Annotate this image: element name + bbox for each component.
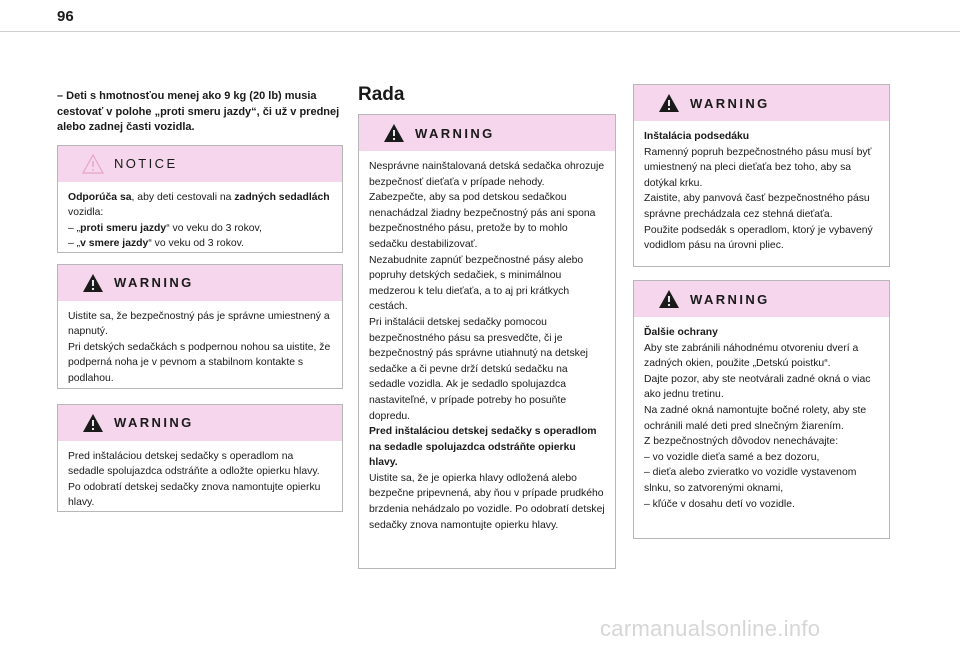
warning-4-title: WARNING bbox=[690, 95, 770, 111]
notice-line-2-post: “ vo veku do 3 rokov, bbox=[166, 222, 262, 234]
warning-box-4 bbox=[633, 84, 890, 267]
notice-text-2: vozidla: bbox=[68, 207, 104, 219]
notice-bold-1: Odporúča sa bbox=[68, 191, 132, 203]
warning-5-text-1: Aby ste zabránili náhodnému otvoreniu dverí a zadných okien, použite „Detskú poistku“. bbox=[644, 342, 859, 370]
warning-2-body bbox=[58, 441, 342, 521]
warning-4-text-1: Ramenný popruh bezpečnostného pásu musí byť umiestnený na pleci dieťaťa bez toho, aby sa dotýkal krku. bbox=[644, 146, 872, 189]
column-left bbox=[57, 89, 343, 512]
warning-1-text-2: Pri detských sedačkách s podpernou nohou sa uistite, že podperná noha je v pevnom a stabilnom kontakte s podlahou. bbox=[68, 341, 331, 384]
notice-paragraph bbox=[68, 190, 332, 221]
warning-3-body bbox=[359, 151, 615, 543]
warning-5-text-6: – dieťa alebo zvieratko vo vozidle vystavenom slnku, so zatvorenými oknami, bbox=[644, 467, 857, 494]
warning-box-3 bbox=[358, 114, 616, 569]
warning-1-header bbox=[58, 265, 342, 301]
column-right bbox=[633, 84, 890, 539]
notice-line-2-bold: proti smeru jazdy bbox=[80, 222, 167, 234]
notice-title: NOTICE bbox=[114, 156, 178, 171]
watermark: carmanualsonline.info bbox=[600, 616, 821, 641]
warning-5-text-4: Z bezpečnostných dôvodov nenechávajte: bbox=[644, 436, 839, 448]
warning-3-text-4: Pri inštalácii detskej sedačky pomocou bezpečnostného pásu sa presvedčte, či je bezpečnostný pás správne utiahnutý na detskej sedačke a či pevne drží detskú sedačku na sedadle vozidla. Ak je sedadlo spolujazdca nastaviteľné, v prípade potreby ho posuňte dopredu. bbox=[369, 316, 588, 422]
warning-icon bbox=[383, 123, 405, 143]
notice-box bbox=[57, 145, 343, 253]
header-divider bbox=[0, 31, 960, 32]
warning-3-text-3: Nezabudnite zapnúť bezpečnostné pásy alebo popruhy detských sedačiek, s minimálnou medzerou k telu dieťaťa, a to aj pri krátkych cestách. bbox=[369, 254, 584, 313]
notice-line-3-pre: – „ bbox=[68, 238, 81, 250]
warning-box-5 bbox=[633, 280, 890, 539]
warning-2-title: WARNING bbox=[114, 415, 194, 430]
notice-line-2-pre: – „ bbox=[68, 222, 81, 234]
warning-3-text-5: Pred inštaláciou detskej sedačky s operadlom na sedadle spolujazdca odstráňte opierku hlavy. bbox=[369, 426, 597, 469]
warning-4-header bbox=[634, 85, 889, 121]
warning-2-header bbox=[58, 405, 342, 441]
warning-4-heading: Inštalácia podsedáku bbox=[644, 131, 750, 142]
warning-icon bbox=[658, 93, 680, 113]
notice-body bbox=[58, 182, 342, 262]
warning-4-text-2: Zaistite, aby panvová časť bezpečnostného pásu správne prechádzala cez stehná dieťaťa. bbox=[644, 193, 870, 220]
warning-5-heading: Ďalšie ochrany bbox=[644, 327, 718, 338]
warning-3-title: WARNING bbox=[415, 125, 495, 141]
notice-text-1: , aby deti cestovali na bbox=[131, 191, 235, 203]
warning-box-1 bbox=[57, 264, 343, 389]
section-heading: Rada bbox=[358, 84, 405, 105]
warning-3-text-6: Uistite sa, že je opierka hlavy odložená alebo bezpečne pripevnená, aby ňou v prípade prudkého brzdenia nehádzalo po vozidle. Po odobratí detskej sedačky znova namontujte opierku hlavy. bbox=[369, 472, 605, 531]
warning-5-header bbox=[634, 281, 889, 317]
warning-5-body bbox=[634, 317, 889, 522]
warning-3-text-1: Nesprávne nainštalovaná detská sedačka ohrozuje bezpečnosť dieťaťa v prípade nehody. bbox=[369, 161, 605, 188]
warning-icon bbox=[658, 289, 680, 309]
column-middle bbox=[358, 84, 616, 569]
notice-header bbox=[58, 146, 342, 182]
notice-line-3-post: “ vo veku od 3 rokov. bbox=[148, 238, 244, 250]
notice-line-3-bold: v smere jazdy bbox=[80, 238, 149, 250]
warning-5-text-5: – vo vozidle dieťa samé a bez dozoru, bbox=[644, 451, 820, 463]
warning-1-title: WARNING bbox=[114, 275, 194, 290]
notice-icon bbox=[82, 154, 104, 174]
warning-3-text-2: Zabezpečte, aby sa pod detskou sedačkou nenachádzal žiadny bezpečnostný pás ani spona bezpečnostného pásu, pretože by to mohlo sedačku destabilizovať. bbox=[369, 192, 596, 250]
warning-5-title: WARNING bbox=[690, 291, 770, 307]
warning-4-body bbox=[634, 121, 889, 264]
page-number: 96 bbox=[57, 8, 74, 25]
warning-4-text-3: Použite podsedák s operadlom, ktorý je vybavený vodidlom pásu na úrovni pliec. bbox=[644, 224, 873, 252]
intro-text: – Deti s hmotnosťou menej ako 9 kg (20 lb) musia cestovať v polohe „proti smeru jazdy“, či už v prednej alebo zadnej časti vozidla. bbox=[57, 90, 340, 133]
warning-1-text-1: Uistite sa, že bezpečnostný pás je správne umiestnený a napnutý. bbox=[68, 310, 330, 338]
warning-3-header bbox=[359, 115, 615, 151]
warning-box-2 bbox=[57, 404, 343, 512]
notice-bold-2: zadných sedadlách bbox=[234, 191, 330, 203]
warning-icon bbox=[82, 413, 104, 433]
notice-line-2 bbox=[68, 221, 332, 237]
warning-5-text-3: Na zadné okná namontujte bočné rolety, aby ste ochránili malé deti pred slnečným žiarením. bbox=[644, 404, 867, 432]
warning-5-text-7: – kľúče v dosahu detí vo vozidle. bbox=[644, 498, 795, 510]
warning-icon bbox=[82, 273, 104, 293]
notice-line-3 bbox=[68, 236, 332, 252]
warning-2-text: Pred inštaláciou detskej sedačky s operadlom na sedadle spolujazdca odstráňte a odložte opierku hlavy. Po odobratí detskej sedačky znova namontujte opierku hlavy. bbox=[68, 450, 321, 509]
warning-5-text-2: Dajte pozor, aby ste neotvárali zadné okná o viac ako jednu tretinu. bbox=[644, 373, 871, 401]
warning-1-body bbox=[58, 301, 342, 397]
